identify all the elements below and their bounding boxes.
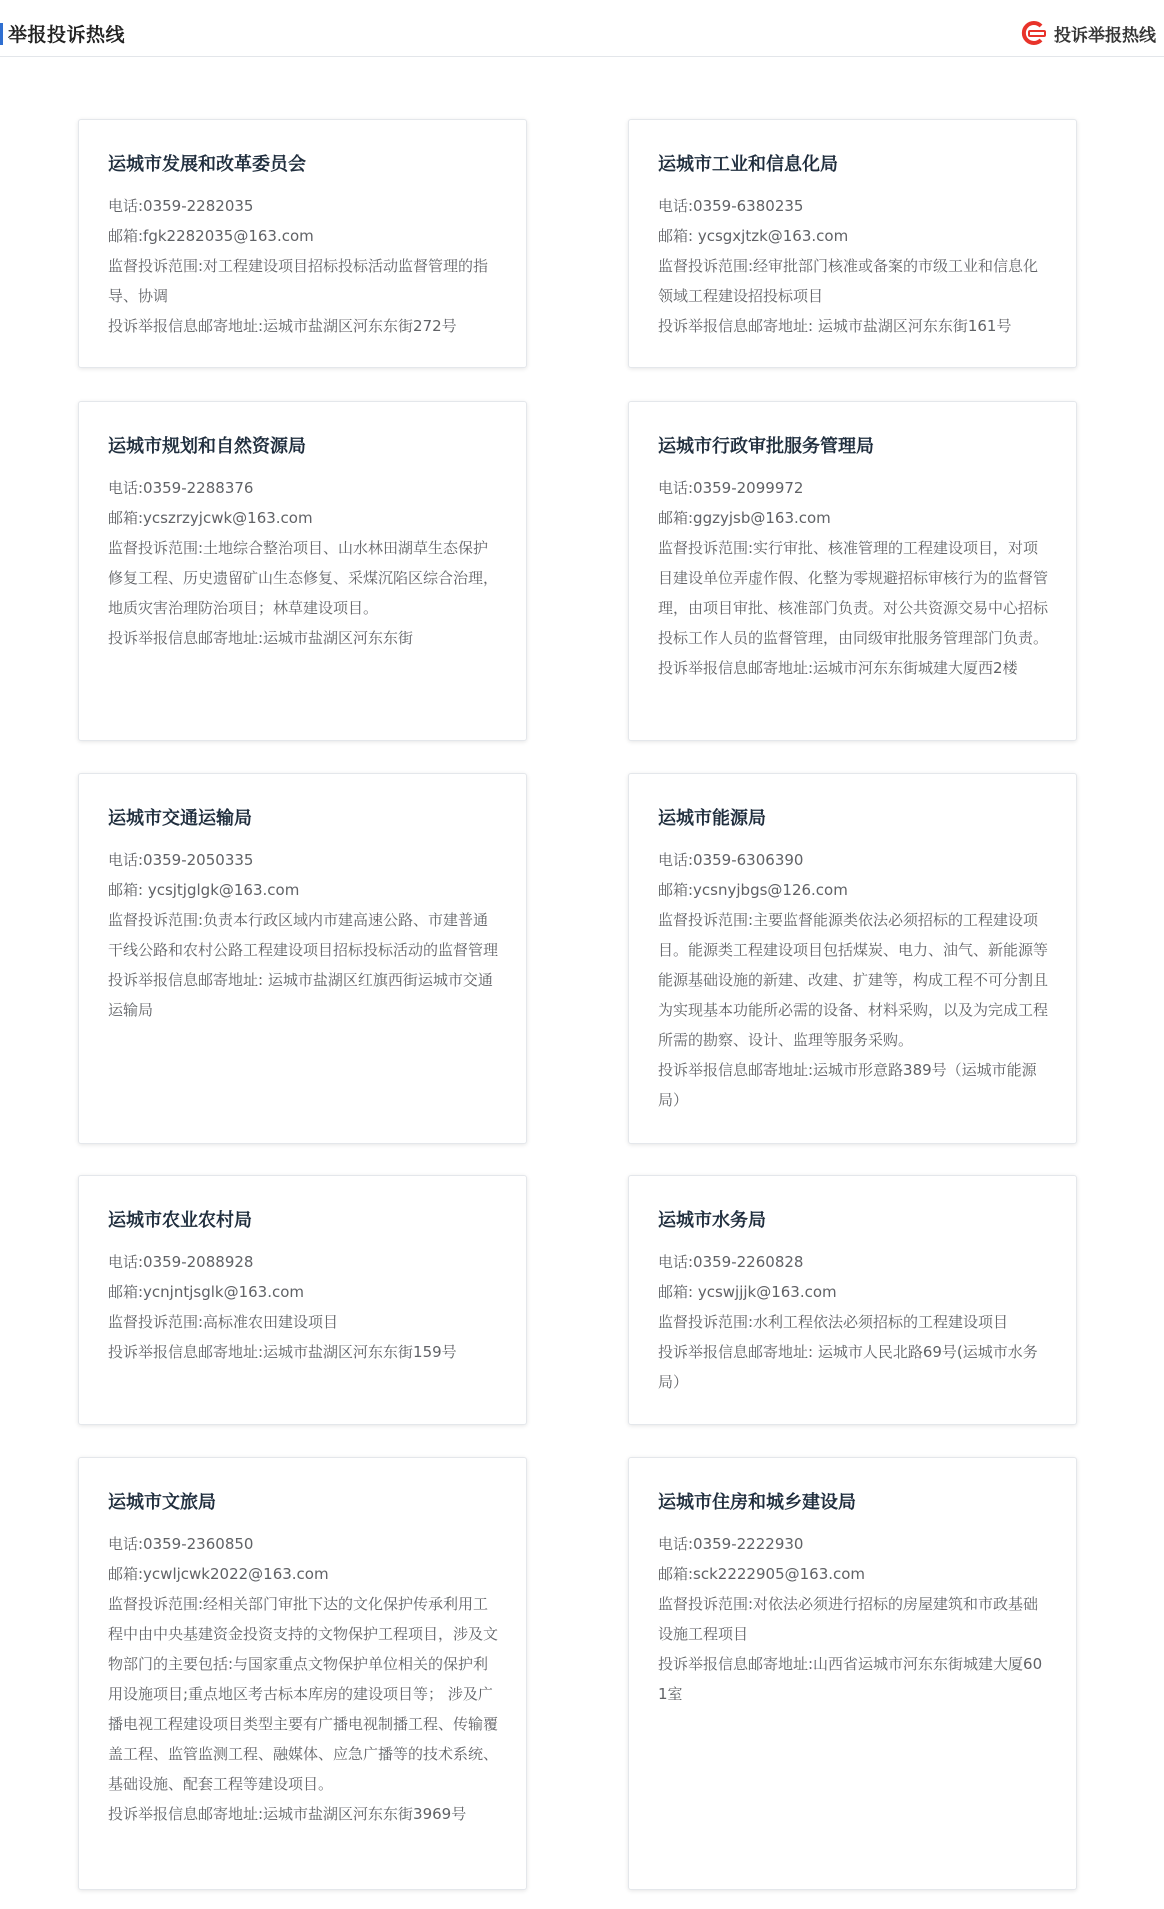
agency-card bbox=[78, 119, 527, 368]
hotline-logo-icon bbox=[1019, 20, 1049, 46]
agency-address: 投诉举报信息邮寄地址: 运城市盐湖区河东东街161号 bbox=[658, 317, 1012, 335]
agency-card bbox=[628, 401, 1077, 741]
agency-name: 运城市水务局 bbox=[658, 1210, 766, 1231]
agency-address: 投诉举报信息邮寄地址: 运城市人民北路69号(运城市水务局） bbox=[658, 1343, 1038, 1391]
agency-email: 邮箱:ycnjntjsglk@163.com bbox=[108, 1283, 305, 1301]
brand-text: 投诉举报热线 bbox=[1054, 25, 1156, 46]
agency-address: 投诉举报信息邮寄地址:山西省运城市河东东街城建大厦601室 bbox=[658, 1655, 1043, 1703]
page-title: 举报投诉热线 bbox=[8, 24, 126, 46]
agency-scope: 监督投诉范围:对工程建设项目招标投标活动监督管理的指导、协调 bbox=[108, 257, 489, 305]
agency-card bbox=[628, 1175, 1077, 1425]
agency-phone: 电话:0359-6306390 bbox=[658, 851, 804, 869]
agency-card bbox=[78, 1175, 527, 1425]
agency-phone: 电话:0359-2288376 bbox=[108, 479, 254, 497]
agency-email: 邮箱:ycwljcwk2022@163.com bbox=[108, 1565, 329, 1583]
agency-scope: 监督投诉范围:经审批部门核准或备案的市级工业和信息化领域工程建设招投标项目 bbox=[658, 257, 1039, 305]
agency-phone: 电话:0359-6380235 bbox=[658, 197, 804, 215]
agency-card bbox=[78, 773, 527, 1144]
agency-card bbox=[628, 119, 1077, 368]
agency-card bbox=[628, 773, 1077, 1144]
agency-scope: 监督投诉范围:对依法必须进行招标的房屋建筑和市政基础设施工程项目 bbox=[658, 1595, 1039, 1643]
agency-phone: 电话:0359-2099972 bbox=[658, 479, 804, 497]
agency-email: 邮箱:ggzyjsb@163.com bbox=[658, 509, 831, 527]
agency-scope: 监督投诉范围:负责本行政区域内市建高速公路、市建普通干线公路和农村公路工程建设项目招标投标活动的监督管理 bbox=[108, 911, 499, 959]
agency-email: 邮箱:fgk2282035@163.com bbox=[108, 227, 314, 245]
agency-address: 投诉举报信息邮寄地址:运城市盐湖区河东东街159号 bbox=[108, 1343, 457, 1361]
agency-phone: 电话:0359-2360850 bbox=[108, 1535, 254, 1553]
agency-phone: 电话:0359-2282035 bbox=[108, 197, 254, 215]
agency-card bbox=[78, 1457, 527, 1890]
title-accent-bar bbox=[0, 23, 3, 45]
agency-name: 运城市文旅局 bbox=[108, 1492, 216, 1513]
agency-scope: 监督投诉范围:主要监督能源类依法必须招标的工程建设项目。能源类工程建设项目包括煤炭、电力、油气、新能源等能源基础设施的新建、改建、扩建等，构成工程不可分割且为实现基本功能所必需的设备、材料采购，以及为完成工程所需的勘察、设计、监理等服务采购。 bbox=[658, 911, 1049, 1049]
agency-name: 运城市住房和城乡建设局 bbox=[658, 1492, 856, 1513]
agency-name: 运城市能源局 bbox=[658, 808, 766, 829]
agency-scope: 监督投诉范围:土地综合整治项目、山水林田湖草生态保护修复工程、历史遗留矿山生态修复、采煤沉陷区综合治理，地质灾害治理防治项目；林草建设项目。 bbox=[108, 539, 499, 617]
agency-name: 运城市工业和信息化局 bbox=[658, 154, 838, 175]
agency-address: 投诉举报信息邮寄地址:运城市盐湖区河东东街 bbox=[108, 629, 414, 647]
agency-email: 邮箱:sck2222905@163.com bbox=[658, 1565, 866, 1583]
agency-name: 运城市行政审批服务管理局 bbox=[658, 436, 874, 457]
agency-card bbox=[628, 1457, 1077, 1890]
agency-name: 运城市发展和改革委员会 bbox=[108, 154, 306, 175]
agency-phone: 电话:0359-2088928 bbox=[108, 1253, 254, 1271]
agency-email: 邮箱:ycszrzyjcwk@163.com bbox=[108, 509, 313, 527]
agency-scope: 监督投诉范围:水利工程依法必须招标的工程建设项目 bbox=[658, 1313, 1009, 1331]
agency-card bbox=[78, 401, 527, 741]
agency-address: 投诉举报信息邮寄地址:运城市形意路389号（运城市能源局） bbox=[658, 1061, 1037, 1109]
agency-phone: 电话:0359-2050335 bbox=[108, 851, 254, 869]
agency-name: 运城市规划和自然资源局 bbox=[108, 436, 306, 457]
agency-email: 邮箱: ycsjtjglgk@163.com bbox=[108, 881, 300, 899]
agency-scope: 监督投诉范围:高标准农田建设项目 bbox=[108, 1313, 339, 1331]
agency-email: 邮箱: ycswjjjk@163.com bbox=[658, 1283, 837, 1301]
agency-address: 投诉举报信息邮寄地址:运城市盐湖区河东东街272号 bbox=[108, 317, 457, 335]
agency-email: 邮箱:ycsnyjbgs@126.com bbox=[658, 881, 848, 899]
agency-address: 投诉举报信息邮寄地址:运城市盐湖区河东东街3969号 bbox=[108, 1805, 467, 1823]
agency-name: 运城市农业农村局 bbox=[108, 1210, 252, 1231]
page-header bbox=[0, 0, 1164, 57]
agency-email: 邮箱: ycsgxjtzk@163.com bbox=[658, 227, 849, 245]
agency-scope: 监督投诉范围:实行审批、核准管理的工程建设项目，对项目建设单位弄虚作假、化整为零规避招标审核行为的监督管理，由项目审批、核准部门负责。对公共资源交易中心招标投标工作人员的监督管理，由同级审批服务管理部门负责。 bbox=[658, 539, 1049, 647]
agency-address: 投诉举报信息邮寄地址:运城市河东东街城建大厦西2楼 bbox=[658, 659, 1018, 677]
brand-link[interactable] bbox=[1019, 19, 1156, 47]
agency-scope: 监督投诉范围:经相关部门审批下达的文化保护传承利用工程中由中央基建资金投资支持的文物保护工程项目，涉及文物部门的主要包括:与国家重点文物保护单位相关的保护利用设施项目;重点地区考古标本库房的建设项目等； 涉及广播电视工程建设项目类型主要有广播电视制播工程、传输覆盖工程、监管监测工程、融媒体、应急广播等的技术系统、基础设施、配套工程等建设项目。 bbox=[108, 1595, 499, 1793]
agency-phone: 电话:0359-2222930 bbox=[658, 1535, 804, 1553]
agency-phone: 电话:0359-2260828 bbox=[658, 1253, 804, 1271]
agency-name: 运城市交通运输局 bbox=[108, 808, 252, 829]
agency-address: 投诉举报信息邮寄地址: 运城市盐湖区红旗西街运城市交通运输局 bbox=[108, 971, 493, 1019]
